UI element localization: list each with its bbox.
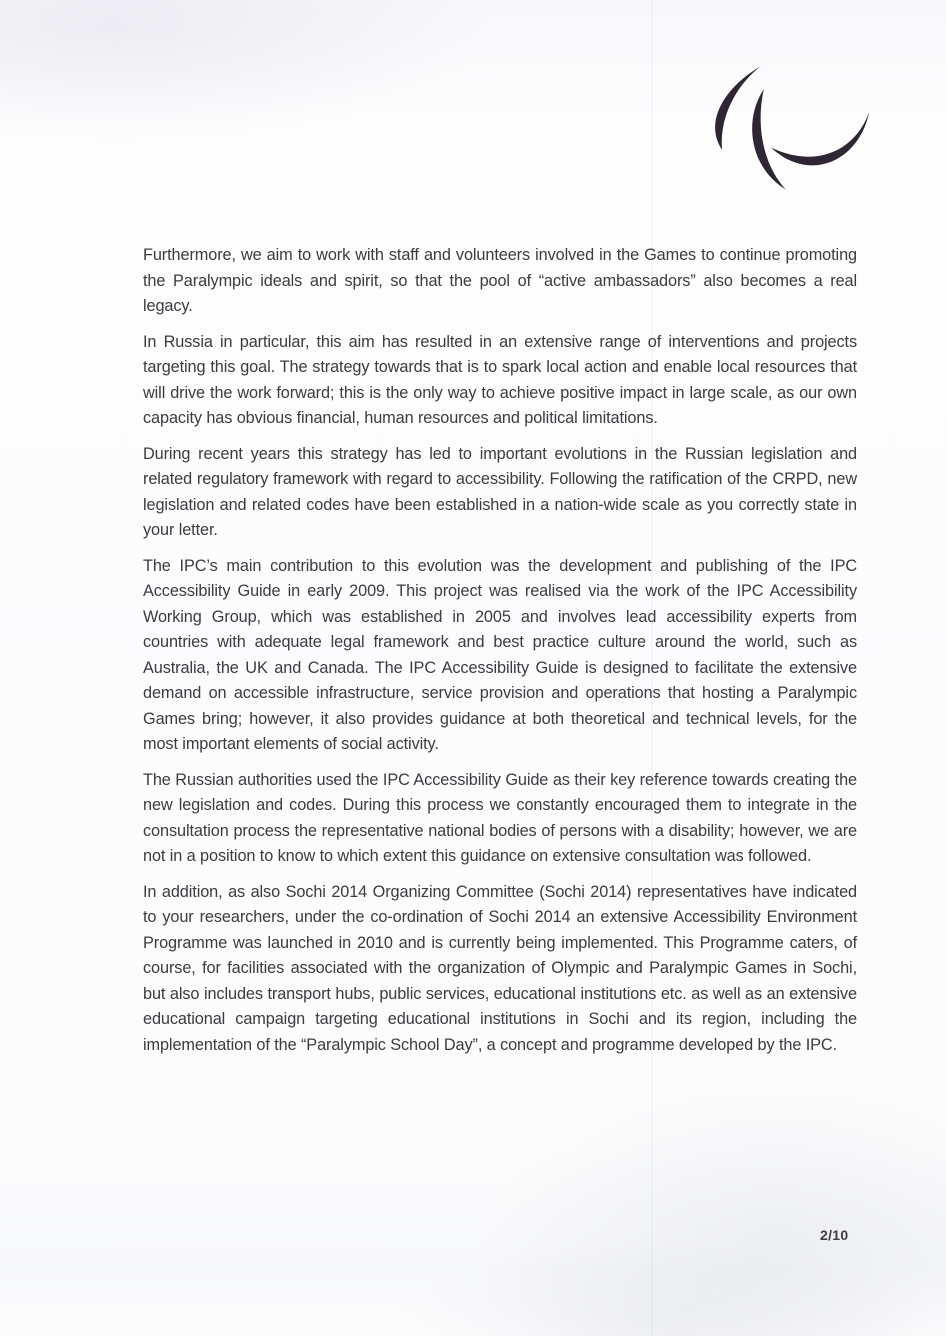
paragraph: The IPC’s main contribution to this evolution was the development and publishing of the IPC Accessibility Guide in early 2009. This project was realised via the work of the IPC Accessibility Working Group, which was established in 2005 and involves lead accessibility experts from countries with adequate legal framework and best practice culture around the world, such as Australia, the UK and Canada. The IPC Accessibility Guide is designed to facilitate the extensive demand on accessible infrastructure, service provision and operations that hosting a Paralympic Games bring; however, it also provides guidance at both theoretical and technical levels, for the most important elements of social activity.: [143, 556, 857, 753]
letter-body: [143, 243, 857, 1068]
paragraph: The Russian authorities used the IPC Accessibility Guide as their key reference towards creating the new legislation and codes. During this process we constantly encouraged them to integrate in the consultation process the representative national bodies of persons with a disability; however, we are not in a position to know to which extent this guidance on extensive consultation was followed.: [143, 770, 857, 865]
page-number: 2/10: [820, 1227, 849, 1243]
paragraph: Furthermore, we aim to work with staff and volunteers involved in the Games to continue promoting the Paralympic ideals and spirit, so that the pool of “active ambassadors” also becomes a real legacy.: [143, 246, 857, 315]
paragraph: In addition, as also Sochi 2014 Organizing Committee (Sochi 2014) representatives have indicated to your researchers, under the co-ordination of Sochi 2014 an extensive Accessibility Environment Programme was launched in 2010 and is currently being implemented. This Programme caters, of course, for facilities associated with the organization of Olympic and Paralympic Games in Sochi, but also includes transport hubs, public services, educational institutions etc. as well as an extensive educational campaign targeting educational institutions in Sochi and its region, including the implementation of the “Paralympic School Day”, a concept and programme developed by the IPC.: [143, 882, 857, 1054]
paragraph: In Russia in particular, this aim has resulted in an extensive range of interventions and projects targeting this goal. The strategy towards that is to spark local action and enable local resources that will drive the work forward; this is the only way to achieve positive impact in large scale, as our own capacity has obvious financial, human resources and political limitations.: [143, 332, 857, 427]
paragraph: During recent years this strategy has led to important evolutions in the Russian legislation and related regulatory framework with regard to accessibility. Following the ratification of the CRPD, new legislation and related codes have been established in a nation-wide scale as you correctly state in your letter.: [143, 444, 857, 539]
ipc-agitos-icon: [698, 58, 886, 204]
